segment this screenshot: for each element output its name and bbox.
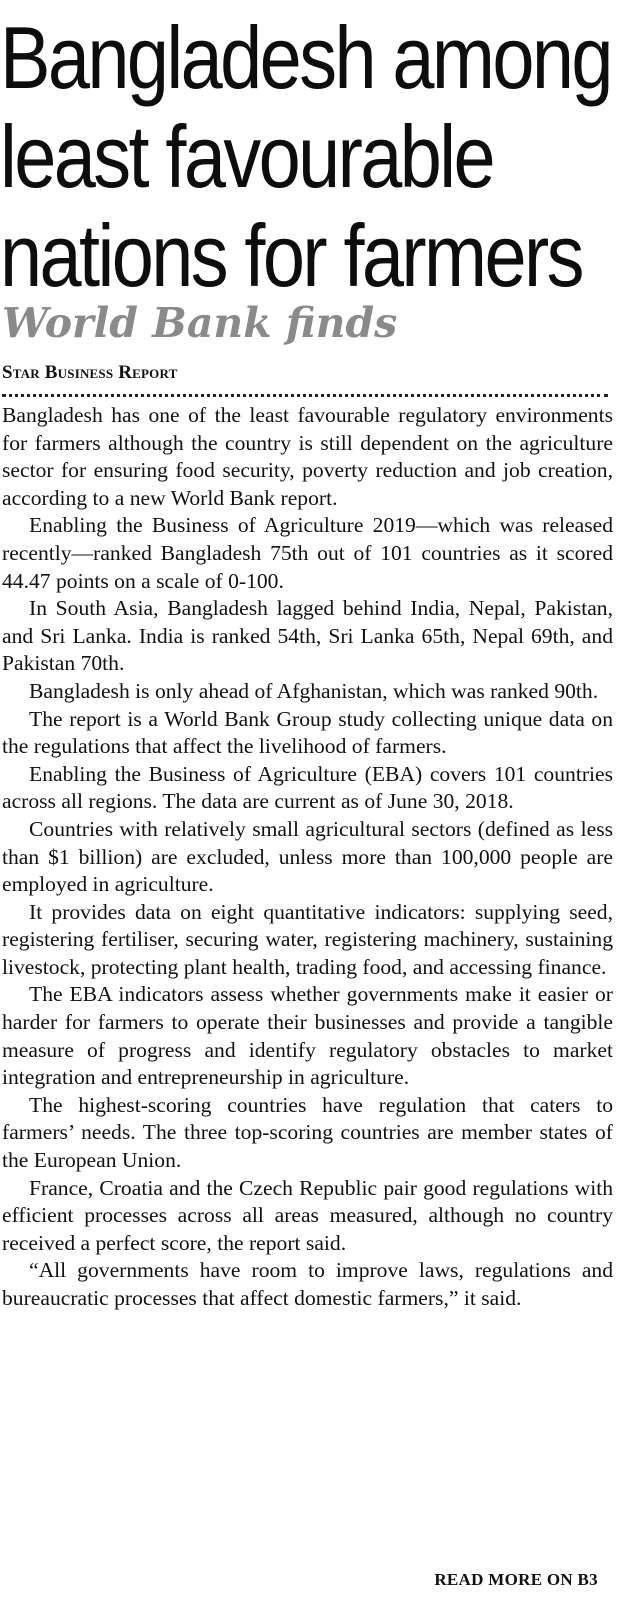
headline-line-3: nations for farmers	[0, 206, 582, 305]
dotted-divider	[2, 394, 608, 397]
headline-line-2: least favourable	[0, 107, 494, 206]
subheadline: World Bank finds	[2, 299, 398, 347]
headline	[0, 8, 611, 305]
paragraph-9: The EBA indicators assess whether governments make it easier or harder for farmers to operate their businesses and provide a tangible measure of progress and identify regulatory obstacles to market integration and entrepreneurship in agriculture.	[2, 982, 613, 1090]
paragraph-6: Enabling the Business of Agriculture (EBA) covers 101 countries across all regions. The data are current as of June 30, 2018.	[2, 761, 613, 814]
byline: Star Business Report	[2, 362, 178, 383]
article-body	[2, 402, 613, 1313]
read-more-link[interactable]: READ MORE ON B3	[434, 1570, 598, 1589]
paragraph-5: The report is a World Bank Group study collecting unique data on the regulations that affect the livelihood of farmers.	[2, 706, 613, 759]
paragraph-11: France, Croatia and the Czech Republic pair good regulations with efficient processes across all areas measured, although no country received a perfect score, the report said.	[2, 1175, 613, 1255]
paragraph-8: It provides data on eight quantitative indicators: supplying seed, registering fertiliser, securing water, registering machinery, sustaining livestock, protecting plant health, trading food, and accessing finance.	[2, 899, 613, 979]
paragraph-2: Enabling the Business of Agriculture 2019—which was released recently—ranked Bangladesh 75th out of 101 countries as it scored 44.47 points on a scale of 0-100.	[2, 513, 613, 593]
paragraph-7: Countries with relatively small agricultural sectors (defined as less than $1 billion) are excluded, unless more than 100,000 people are employed in agriculture.	[2, 816, 613, 897]
paragraph-4: Bangladesh is only ahead of Afghanistan, which was ranked 90th.	[29, 678, 599, 703]
paragraph-10: The highest-scoring countries have regulation that caters to farmers’ needs. The three top-scoring countries are member states of the European Union.	[2, 1092, 613, 1173]
paragraph-3: In South Asia, Bangladesh lagged behind India, Nepal, Pakistan, and Sri Lanka. India is ranked 54th, Sri Lanka 65th, Nepal 69th, and Pakistan 70th.	[2, 596, 613, 676]
headline-line-1: Bangladesh among	[0, 8, 611, 107]
paragraph-12: “All governments have room to improve laws, regulations and bureaucratic processes that affect domestic farmers,” it said.	[2, 1258, 613, 1310]
paragraph-1: Bangladesh has one of the least favourable regulatory environments for farmers although the country is still dependent on the agriculture sector for ensuring food security, poverty reduction and job creation, according to a new World Bank report.	[2, 403, 613, 510]
